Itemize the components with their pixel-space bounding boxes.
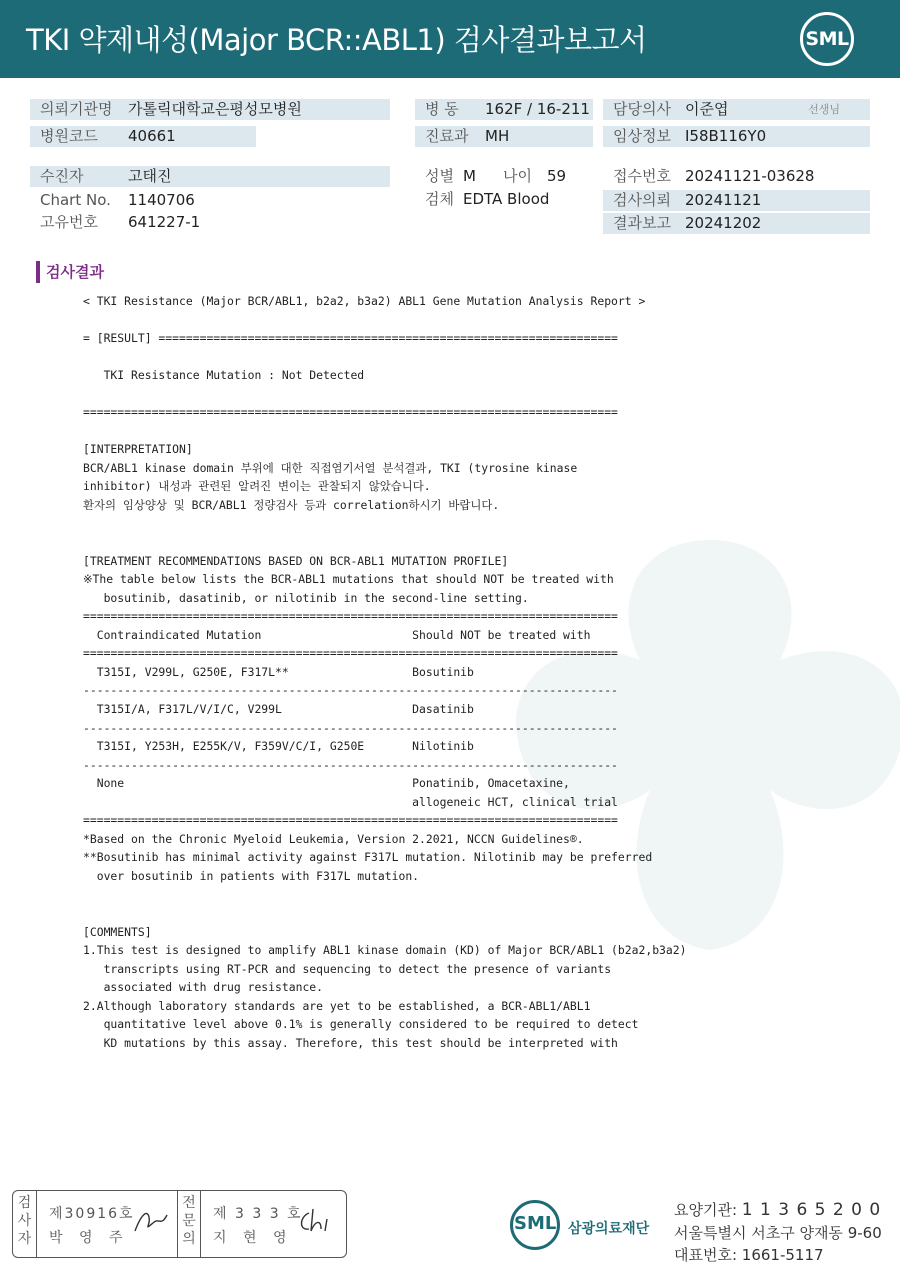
ward-value: 162F / 16-211 — [485, 100, 590, 118]
footer-org-name: 삼광의료재단 — [568, 1221, 650, 1237]
report-line — [83, 533, 686, 552]
institution-label: 의뢰기관명 — [40, 100, 113, 118]
report-line: bosutinib, dasatinib, or nilotinib in the second-line setting. — [83, 590, 529, 605]
report-line: T315I, V299L, G250E, F317L** Bosutinib — [83, 664, 474, 679]
report-line: ============================================================================== — [83, 813, 618, 828]
doctor-value: 이준엽 — [685, 100, 729, 118]
footer-org-logo — [510, 1198, 660, 1254]
report-date-label: 결과보고 — [613, 214, 671, 232]
report-body — [83, 292, 686, 1052]
report-line: 환자의 임상양상 및 BCR/ABL1 정량검사 등과 correlation하시기 바랍니다. — [83, 498, 500, 513]
report-line: < TKI Resistance (Major BCR/ABL1, b2a2, b3a2) ABL1 Gene Mutation Analysis Report > — [83, 294, 646, 308]
clinical-label: 임상정보 — [613, 127, 671, 145]
report-line: ============================================================================== — [83, 646, 618, 661]
section-title: 검사결과 — [46, 263, 104, 281]
clinical-field — [603, 126, 870, 147]
age-label: 나이 — [503, 167, 532, 185]
report-line — [83, 348, 686, 367]
facility-code-label: 요양기관: — [674, 1201, 738, 1219]
institution-field — [30, 99, 390, 120]
address: 서울특별시 서초구 양재동 9-60 — [674, 1224, 882, 1242]
patient-value: 고태진 — [128, 167, 172, 185]
sex-age-field — [415, 166, 595, 187]
report-title: TKI 약제내성(Major BCR::ABL1) 검사결과보고서 — [26, 23, 647, 57]
report-line: 2.Although laboratory standards are yet to be established, a BCR-ABL1/ABL1 — [83, 998, 591, 1013]
request-label: 검사의뢰 — [613, 191, 671, 209]
report-line: ------------------------------------------------------------------------------ — [83, 720, 618, 735]
report-line — [83, 385, 686, 404]
report-line: T315I, Y253H, E255K/V, F359V/C/I, G250E Nilotinib — [83, 739, 474, 754]
sml-logo — [800, 12, 854, 66]
signature-box — [12, 1190, 347, 1258]
report-line: [INTERPRETATION] — [83, 442, 193, 457]
doctor-label: 담당의사 — [613, 100, 671, 118]
specimen-value: EDTA Blood — [463, 190, 550, 208]
report-line — [83, 311, 686, 330]
specialist-label: 전 문 의 — [177, 1191, 201, 1257]
report-line — [83, 515, 686, 534]
report-date-value: 20241202 — [685, 214, 762, 232]
report-line: inhibitor) 내성과 관련된 알려진 변이는 관찰되지 않았습니다. — [83, 479, 431, 494]
uid-field — [30, 212, 390, 233]
report-line: [COMMENTS] — [83, 924, 152, 939]
institution-value: 가톨릭대학교은평성모병원 — [128, 100, 302, 118]
specimen-field — [415, 189, 595, 210]
report-line: *Based on the Chronic Myeloid Leukemia, Version 2.2021, NCCN Guidelines®. — [83, 831, 584, 846]
report-line: ※The table below lists the BCR-ABL1 mutations that should NOT be treated with — [83, 572, 614, 587]
footer-logo-text: SML — [514, 1213, 557, 1234]
sex-label: 성별 — [425, 167, 454, 185]
doctor-suffix: 선생님 — [808, 103, 840, 116]
phone-value: 1661-5117 — [741, 1246, 824, 1264]
hospital-code-label: 병원코드 — [40, 127, 98, 145]
report-line: 1.This test is designed to amplify ABL1 kinase domain (KD) of Major BCR/ABL1 (b2a2,b3a2) — [83, 943, 687, 958]
clinical-value: I58B116Y0 — [685, 127, 767, 145]
phone — [674, 1244, 824, 1265]
specialist-name: 지 현 영 — [213, 1230, 293, 1246]
ward-field — [415, 99, 593, 120]
dept-field — [415, 126, 593, 147]
report-line: = [RESULT] =================================================================== — [83, 331, 618, 346]
specimen-label: 검체 — [425, 190, 454, 208]
chart-field — [30, 190, 390, 211]
request-value: 20241121 — [685, 191, 762, 209]
report-line: associated with drug resistance. — [83, 980, 324, 995]
receipt-label: 접수번호 — [613, 167, 671, 185]
uid-label: 고유번호 — [40, 213, 98, 231]
report-header — [0, 0, 900, 78]
dept-label: 진료과 — [425, 127, 469, 145]
report-line: ============================================================================== — [83, 405, 618, 420]
uid-value: 641227-1 — [128, 213, 201, 231]
report-line: allogeneic HCT, clinical trial — [83, 794, 618, 809]
ward-label: 병 동 — [425, 100, 459, 118]
facility-code-value: 1 1 3 6 5 2 0 0 — [741, 1200, 882, 1220]
report-line: transcripts using RT-PCR and sequencing to detect the presence of variants — [83, 961, 612, 976]
report-line: None Ponatinib, Omacetaxine, — [83, 776, 570, 791]
section-bar — [36, 261, 40, 283]
phone-label: 대표번호: — [674, 1246, 738, 1264]
report-line — [83, 886, 686, 905]
facility-code — [674, 1199, 881, 1220]
report-line: quantitative level above 0.1% is generally considered to be required to detect — [83, 1017, 639, 1032]
hospital-code-field — [30, 126, 256, 147]
dept-value: MH — [485, 127, 510, 145]
examiner-name: 박 영 주 — [49, 1230, 129, 1246]
report-line: Contraindicated Mutation Should NOT be treated with — [83, 627, 591, 642]
age-value: 59 — [547, 167, 567, 185]
specialist-no: 제 3 3 3 호 — [213, 1206, 303, 1222]
report-line: BCR/ABL1 kinase domain 부위에 대한 직접염기서열 분석결과, TKI (tyrosine kinase — [83, 460, 578, 475]
doctor-field — [603, 99, 870, 120]
receipt-field — [603, 166, 870, 187]
sex-value: M — [463, 167, 476, 185]
report-line: over bosutinib in patients with F317L mutation. — [83, 868, 420, 883]
hospital-code-value: 40661 — [128, 127, 176, 145]
report-line: ------------------------------------------------------------------------------ — [83, 683, 618, 698]
specialist-signature — [295, 1205, 339, 1237]
chart-value: 1140706 — [128, 191, 195, 209]
report-date-field — [603, 213, 870, 234]
report-line — [83, 904, 686, 923]
report-line: TKI Resistance Mutation : Not Detected — [83, 368, 365, 383]
receipt-value: 20241121-03628 — [685, 167, 815, 185]
request-field — [603, 190, 870, 211]
report-line — [83, 422, 686, 441]
report-line: [TREATMENT RECOMMENDATIONS BASED ON BCR-ABL1 MUTATION PROFILE] — [83, 553, 509, 568]
report-line: ------------------------------------------------------------------------------ — [83, 757, 618, 772]
report-line: T315I/A, F317L/V/I/C, V299L Dasatinib — [83, 702, 474, 717]
examiner-signature — [131, 1205, 171, 1237]
patient-label: 수진자 — [40, 167, 84, 185]
patient-field — [30, 166, 390, 187]
report-line: ============================================================================== — [83, 609, 618, 624]
report-line: KD mutations by this assay. Therefore, this test should be interpreted with — [83, 1035, 618, 1050]
report-line: **Bosutinib has minimal activity against F317L mutation. Nilotinib may be preferred — [83, 850, 653, 865]
examiner-no: 제30916호 — [49, 1206, 135, 1222]
sml-logo-text: SML — [805, 28, 849, 50]
chart-label: Chart No. — [40, 191, 111, 209]
examiner-label: 검 사 자 — [13, 1191, 37, 1257]
